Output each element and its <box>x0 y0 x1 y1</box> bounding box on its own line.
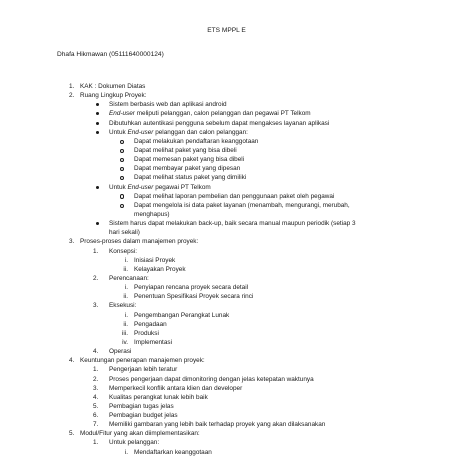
list-marker: 4. <box>93 393 99 401</box>
list-item <box>0 146 453 155</box>
list-item-text <box>109 183 211 192</box>
list-item <box>0 311 453 320</box>
list-item-text <box>134 210 170 219</box>
list-item-body: Kelayakan Proyek <box>134 265 186 273</box>
list-item <box>0 375 453 384</box>
list-item <box>0 448 453 457</box>
list-marker: 2. <box>93 375 99 383</box>
list-item-body: Modul/Fitur yang akan diimplementasikan: <box>80 430 200 438</box>
list-item-text <box>109 365 177 374</box>
list-item-text <box>109 228 140 237</box>
list-marker: 4. <box>69 357 75 365</box>
list-marker: ii. <box>123 265 128 273</box>
list-item-body: Sistem harus dapat melakukan back-up, baik secara manual maupun periodik (setiap 3 <box>109 220 356 228</box>
list-item <box>0 137 453 146</box>
list-item <box>0 384 453 393</box>
list-item <box>0 192 453 201</box>
list-item <box>0 429 453 438</box>
circle-bullet-icon <box>120 140 124 144</box>
list-item-text <box>109 128 248 137</box>
list-item <box>0 347 453 356</box>
list-item-text <box>134 320 167 329</box>
list-item-text <box>80 429 200 438</box>
list-item-text <box>80 91 146 100</box>
list-item <box>0 128 453 137</box>
list-item-text <box>109 393 208 402</box>
list-item-text <box>134 265 186 274</box>
list-item-text <box>134 338 172 347</box>
bullet-icon <box>96 112 99 115</box>
list-item-body: Keuntungan penerapan manajemen proyek: <box>80 357 205 365</box>
list-item-body: Kualitas perangkat lunak lebih baik <box>109 393 208 401</box>
author-line: Dhafa Hikmawan (05111640000124) <box>57 51 164 58</box>
list-item <box>0 247 453 256</box>
list-item-body: Dapat melihat laporan pembelian dan penggunaan paket oleh pegawai <box>134 192 335 200</box>
list-item-body: Dapat membayar paket yang dipesan <box>134 165 241 173</box>
list-item <box>0 320 453 329</box>
list-item-text <box>109 119 329 128</box>
list-item <box>0 292 453 301</box>
list-marker: i. <box>124 284 128 292</box>
list-item-body: Produksi <box>134 329 159 337</box>
list-marker: 2. <box>93 274 99 282</box>
list-item-body: pelanggan dan calon pelanggan: <box>153 128 248 136</box>
list-item-text <box>80 82 145 91</box>
bullet-icon <box>96 186 99 189</box>
list-marker: i. <box>124 256 128 264</box>
list-item-body: Dapat melihat paket yang bisa dibeli <box>134 146 237 154</box>
list-item-body: Inisiasi Proyek <box>134 256 176 264</box>
list-item-text <box>134 146 237 155</box>
list-item <box>0 119 453 128</box>
list-item-body: Memiliki gambaran yang lebih baik terhadap proyek yang akan dilaksanakan <box>109 421 326 429</box>
list-item-body: Dapat melihat status paket yang dimiliki <box>134 174 247 182</box>
bullet-icon <box>96 222 99 225</box>
list-item-body: Pembagian budget jelas <box>109 412 178 420</box>
document-body <box>0 82 453 457</box>
list-item <box>0 100 453 109</box>
list-item-text <box>109 438 159 447</box>
list-item-body: Dapat melakukan pendaftaran keanggotaan <box>134 137 259 145</box>
list-item <box>0 329 453 338</box>
list-marker: 3. <box>93 302 99 310</box>
list-item <box>0 109 453 118</box>
list-item-text <box>109 347 131 356</box>
list-marker: 3. <box>69 238 75 246</box>
list-item-text <box>134 137 258 146</box>
list-item-text <box>109 420 325 429</box>
list-marker: ii. <box>123 320 128 328</box>
list-item-text <box>134 164 240 173</box>
list-item <box>0 237 453 246</box>
list-item-text <box>109 100 227 109</box>
list-item <box>0 82 453 91</box>
list-item-emphasis: End-user <box>127 128 154 136</box>
list-item-body: Dapat memesan paket yang bisa dibeli <box>134 156 245 164</box>
list-item-body: Penyiapan rencana proyek secara detail <box>134 284 249 292</box>
circle-bullet-icon <box>120 158 124 162</box>
list-marker: iv. <box>122 338 128 346</box>
list-item-text <box>109 384 242 393</box>
bullet-icon <box>96 131 99 134</box>
list-item-body: Perencanaan: <box>109 274 149 282</box>
list-item-text <box>80 237 198 246</box>
list-item-body: Ruang Lingkup Proyek: <box>80 92 147 100</box>
list-item-body: Dapat mengelola isi data paket layanan (menambah, mengurangi, merubah, <box>134 201 350 209</box>
list-item <box>0 420 453 429</box>
list-marker: ii. <box>123 293 128 301</box>
list-item-emphasis: End-user <box>109 110 135 118</box>
list-item <box>0 356 453 365</box>
list-item-body: Sistem berbasis web dan aplikasi android <box>109 101 227 109</box>
document-title: ETS MPPL E <box>207 27 246 34</box>
list-item-body: Pengembangan Perangkat Lunak <box>134 311 230 319</box>
list-item-body: Implementasi <box>134 338 173 346</box>
list-marker: 5. <box>93 402 99 410</box>
list-item <box>0 365 453 374</box>
list-item-body: Pengerjaan lebih teratur <box>109 366 178 374</box>
list-item-text <box>134 192 334 201</box>
list-item-text <box>134 201 350 210</box>
list-item-prefix: Untuk <box>109 128 128 136</box>
list-item-body: Proses pengerjaan dapat dimonitoring dengan jelas ketepatan waktunya <box>109 375 314 383</box>
list-item-text <box>109 375 314 384</box>
list-item <box>0 164 453 173</box>
list-item-text <box>134 311 229 320</box>
list-marker: 1. <box>93 366 99 374</box>
list-item-body: Eksekusi: <box>109 302 137 310</box>
bullet-icon <box>96 122 99 125</box>
list-marker: 6. <box>93 412 99 420</box>
list-item <box>0 228 453 237</box>
list-item-text <box>80 356 205 365</box>
list-item <box>0 265 453 274</box>
list-marker: 7. <box>93 421 99 429</box>
list-marker: i. <box>124 311 128 319</box>
list-item <box>0 91 453 100</box>
list-item-body: Operasi <box>109 348 132 356</box>
list-item-body: KAK : Dokumen Diatas <box>80 83 146 90</box>
list-item <box>0 393 453 402</box>
list-marker: 1. <box>69 83 75 90</box>
list-item-body: Memperkecil konflik antara klien dan developer <box>109 384 243 392</box>
list-marker: iii. <box>121 329 128 337</box>
list-marker: 4. <box>93 348 99 356</box>
list-marker: 2. <box>69 92 75 100</box>
list-item <box>0 402 453 411</box>
list-item <box>0 438 453 447</box>
list-item-text <box>134 256 175 265</box>
list-item-body: menghapus) <box>134 210 170 218</box>
list-item <box>0 155 453 164</box>
list-item <box>0 201 453 210</box>
list-item-text <box>134 329 159 338</box>
list-item-body: Mendaftarkan keanggotaan <box>134 448 212 456</box>
list-item-text <box>109 274 149 283</box>
circle-bullet-icon <box>120 176 124 180</box>
list-item <box>0 219 453 228</box>
list-item-text <box>109 219 356 228</box>
list-marker: 1. <box>93 247 99 255</box>
list-item <box>0 411 453 420</box>
list-marker: 5. <box>69 430 75 438</box>
list-marker: 3. <box>93 384 99 392</box>
list-item-body: pegawai PT Telkom <box>153 183 211 191</box>
list-item-text <box>109 109 311 118</box>
list-item <box>0 183 453 192</box>
circle-bullet-icon <box>120 194 124 198</box>
list-item <box>0 283 453 292</box>
list-item-body: Pengadaan <box>134 320 167 328</box>
list-item-body: hari sekali) <box>109 229 140 237</box>
list-item-body: Penentuan Spesifikasi Proyek secara rinci <box>134 293 254 301</box>
list-item-text <box>134 292 253 301</box>
list-item <box>0 173 453 182</box>
list-item <box>0 274 453 283</box>
circle-bullet-icon <box>120 149 124 153</box>
list-item-text <box>109 411 178 420</box>
list-item-body: Untuk pelanggan: <box>109 439 160 447</box>
list-item-text <box>109 402 174 411</box>
list-item <box>0 338 453 347</box>
list-item-body: Konsepsi: <box>109 247 138 255</box>
list-item-text <box>109 247 137 256</box>
list-item-text <box>134 155 244 164</box>
list-item-text <box>134 173 246 182</box>
list-item-text <box>109 301 136 310</box>
list-item <box>0 256 453 265</box>
list-item-emphasis: End-user <box>127 183 154 191</box>
list-item-body: Proses-proses dalam manajemen proyek: <box>80 238 199 246</box>
list-item-text <box>134 283 248 292</box>
list-item <box>0 210 453 219</box>
list-item <box>0 301 453 310</box>
list-marker: 1. <box>93 439 99 447</box>
list-item-body: Dibutuhkan autentikasi pengguna sebelum dapat mengakses layanan aplikasi <box>109 119 330 127</box>
list-item-text <box>134 448 212 457</box>
list-item-body: Pembagian tugas jelas <box>109 402 174 410</box>
circle-bullet-icon <box>120 167 124 171</box>
list-item-prefix: Untuk <box>109 183 128 191</box>
list-marker: i. <box>124 448 128 456</box>
list-item-body: meliputi pelanggan, calon pelanggan dan pegawai PT Telkom <box>134 110 311 118</box>
bullet-icon <box>96 103 99 106</box>
circle-bullet-icon <box>120 204 124 208</box>
